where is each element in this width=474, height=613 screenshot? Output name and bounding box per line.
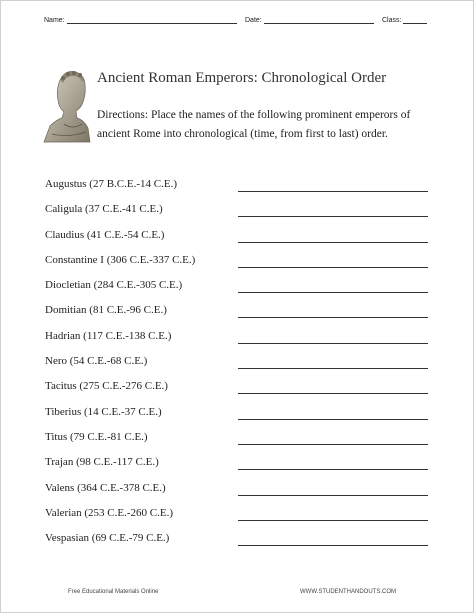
list-item: [45, 277, 430, 302]
emperor-name: Tacitus (275 C.E.-276 C.E.): [45, 380, 168, 393]
emperor-name: Constantine I (306 C.E.-337 C.E.): [45, 253, 196, 266]
date-line: [264, 14, 374, 24]
answer-line[interactable]: [238, 495, 428, 496]
list-item: [45, 530, 430, 555]
answer-line[interactable]: [238, 343, 428, 344]
header-fields: [44, 14, 434, 26]
list-item: [45, 302, 430, 327]
footer-right[interactable]: WWW.STUDENTHANDOUTS.COM: [300, 589, 396, 595]
answer-line[interactable]: [238, 545, 428, 546]
emperor-name: Caligula (37 C.E.-41 C.E.): [45, 203, 163, 216]
list-item: [45, 480, 430, 505]
name-line: [67, 14, 237, 24]
list-item: [45, 328, 430, 353]
answer-line[interactable]: [238, 444, 428, 445]
date-field: [245, 14, 374, 24]
answer-line[interactable]: [238, 292, 428, 293]
list-item: [45, 454, 430, 479]
emperor-name: Claudius (41 C.E.-54 C.E.): [45, 228, 165, 241]
emperor-name: Tiberius (14 C.E.-37 C.E.): [45, 405, 162, 418]
class-line: [403, 14, 427, 24]
emperor-list: [45, 176, 430, 555]
name-field: [44, 14, 237, 24]
answer-line[interactable]: [238, 191, 428, 192]
name-label: Name:: [44, 17, 65, 24]
answer-line[interactable]: [238, 368, 428, 369]
worksheet-title: Ancient Roman Emperors: Chronological Order: [97, 70, 387, 86]
list-item: [45, 429, 430, 454]
directions-text: Directions: Place the names of the following prominent emperors of ancient Rome into chronological (time, from first to last) order.: [97, 109, 411, 140]
answer-line[interactable]: [238, 419, 428, 420]
emperor-name: Valerian (253 C.E.-260 C.E.): [45, 506, 173, 519]
emperor-name: Augustus (27 B.C.E.-14 C.E.): [45, 178, 177, 190]
answer-line[interactable]: [238, 317, 428, 318]
emperor-name: Valens (364 C.E.-378 C.E.): [45, 481, 166, 494]
answer-line[interactable]: [238, 216, 428, 217]
answer-line[interactable]: [238, 393, 428, 394]
emperor-name: Trajan (98 C.E.-117 C.E.): [45, 456, 159, 469]
class-label: Class:: [382, 17, 402, 24]
emperor-name: Titus (79 C.E.-81 C.E.): [45, 430, 148, 443]
list-item: [45, 378, 430, 403]
answer-line[interactable]: [238, 267, 428, 268]
date-label: Date:: [245, 17, 262, 24]
answer-line[interactable]: [238, 520, 428, 521]
list-item: [45, 227, 430, 252]
class-field: [382, 14, 427, 24]
list-item: [45, 176, 430, 201]
emperor-name: Hadrian (117 C.E.-138 C.E.): [45, 329, 172, 342]
list-item: [45, 252, 430, 277]
emperor-bust-image: [42, 64, 92, 144]
emperor-name: Nero (54 C.E.-68 C.E.): [45, 355, 148, 368]
answer-line[interactable]: [238, 242, 428, 243]
emperor-name: Diocletian (284 C.E.-305 C.E.): [45, 279, 183, 292]
list-item: [45, 353, 430, 378]
list-item: [45, 201, 430, 226]
footer-left: Free Educational Materials Online: [68, 589, 159, 595]
list-item: [45, 505, 430, 530]
emperor-name: Vespasian (69 C.E.-79 C.E.): [45, 532, 170, 545]
list-item: [45, 404, 430, 429]
answer-line[interactable]: [238, 469, 428, 470]
emperor-name: Domitian (81 C.E.-96 C.E.): [45, 304, 167, 317]
